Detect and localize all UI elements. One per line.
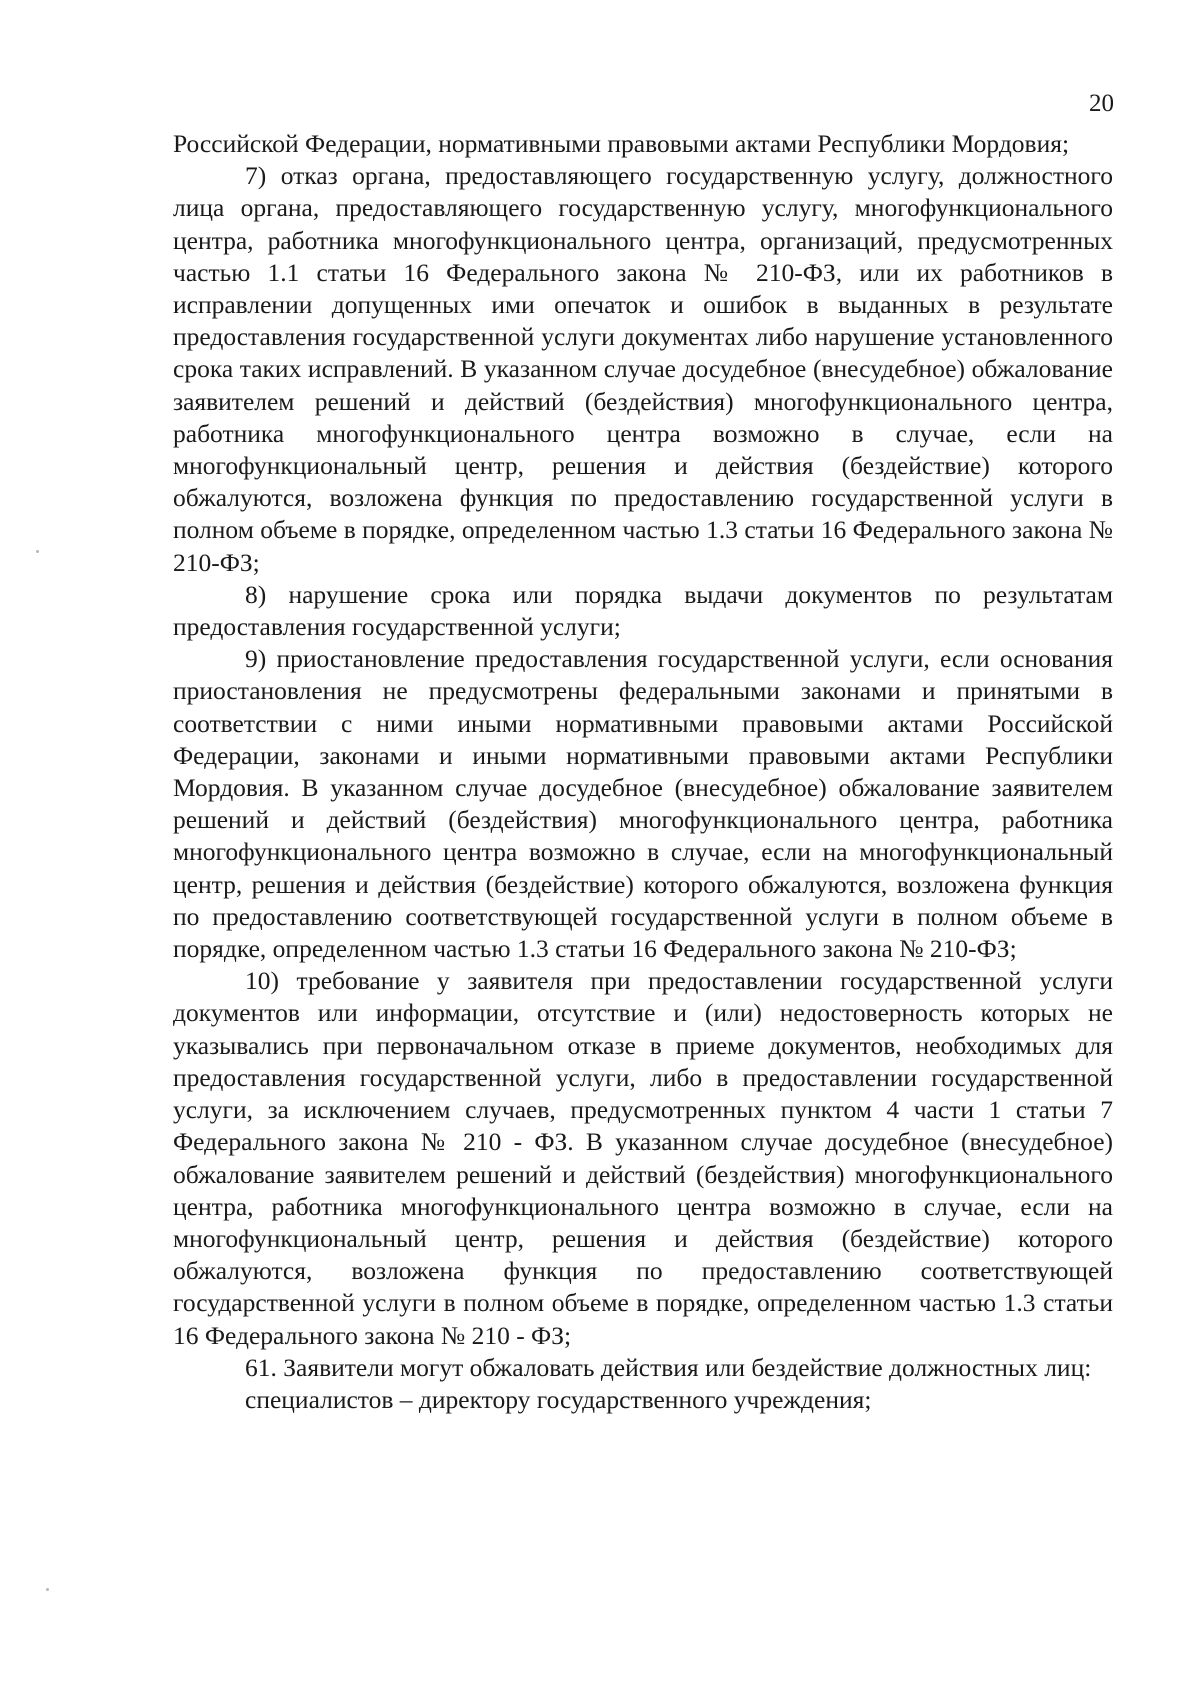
paragraph-specialists: специалистов – директору государственного учреждения;: [245, 1384, 872, 1414]
paragraph-item-8: 8) нарушение срока или порядка выдачи документов по результатам предоставления государственной услуги;: [173, 579, 1113, 642]
document-body: [173, 128, 1113, 1416]
paragraph-item-9: 9) приостановление предоставления государственной услуги, если основания приостановления не предусмотрены федеральными законами и принятыми в соответствии с ними иными нормативными правовыми актами Российской Федерации, законами и иными нормативными правовыми актами Республики Мордовия. В указанном случае досудебное (внесудебное) обжалование заявителем решений и действий (бездействия) многофункционального центра, работника многофункционального центра возможно в случае, если на многофункциональный центр, решения и действия (бездействие) которого обжалуются, возложена функция по предоставлению соответствующей государственной услуги в полном объеме в порядке, определенном частью 1.3 статьи 16 Федерального закона № 210-ФЗ;: [173, 644, 1113, 964]
paragraph-item-7: 7) отказ органа, предоставляющего государственную услугу, должностного лица органа, предоставляющего государственную услугу, многофункционального центра, работника многофункционального центра, организаций, предусмотренных частью 1.1 статьи 16 Федерального закона № 210-ФЗ, или их работников в исправлении допущенных ими опечаток и ошибок в выданных в результате предоставления государственной услуги документах либо нарушение установленного срока таких исправлений. В указанном случае досудебное (внесудебное) обжалование заявителем решений и действий (бездействия) многофункционального центра, работника многофункционального центра возможно в случае, если на многофункциональный центр, решения и действия (бездействие) которого обжалуются, возложена функция по предоставлению государственной услуги в полном объеме в порядке, определенном частью 1.3 статьи 16 Федерального закона № 210-ФЗ;: [173, 161, 1113, 577]
paragraph-item-10: 10) требование у заявителя при предоставлении государственной услуги документов или информации, отсутствие и (или) недостоверность которых не указывались при первоначальном отказе в приеме документов, необходимых для предоставления государственной услуги, либо в предоставлении государственной услуги, за исключением случаев, предусмотренных пунктом 4 части 1 статьи 7 Федерального закона № 210 - ФЗ. В указанном случае досудебное (внесудебное) обжалование заявителем решений и действий (бездействия) многофункционального центра, работника многофункционального центра возможно в случае, если на многофункциональный центр, решения и действия (бездействие) которого обжалуются, возложена функция по предоставлению соответствующей государственной услуги в полном объеме в порядке, определенном частью 1.3 статьи 16 Федерального закона № 210 - ФЗ;: [173, 966, 1113, 1350]
scan-speck: [46, 1588, 49, 1591]
paragraph-section-61: 61. Заявители могут обжаловать действия или бездействие должностных лиц:: [245, 1352, 1092, 1382]
paragraph-continuation: Российской Федерации, нормативными правовыми актами Республики Мордовия;: [173, 129, 1070, 158]
scan-speck: [36, 550, 39, 553]
page-number: 20: [1089, 90, 1114, 117]
